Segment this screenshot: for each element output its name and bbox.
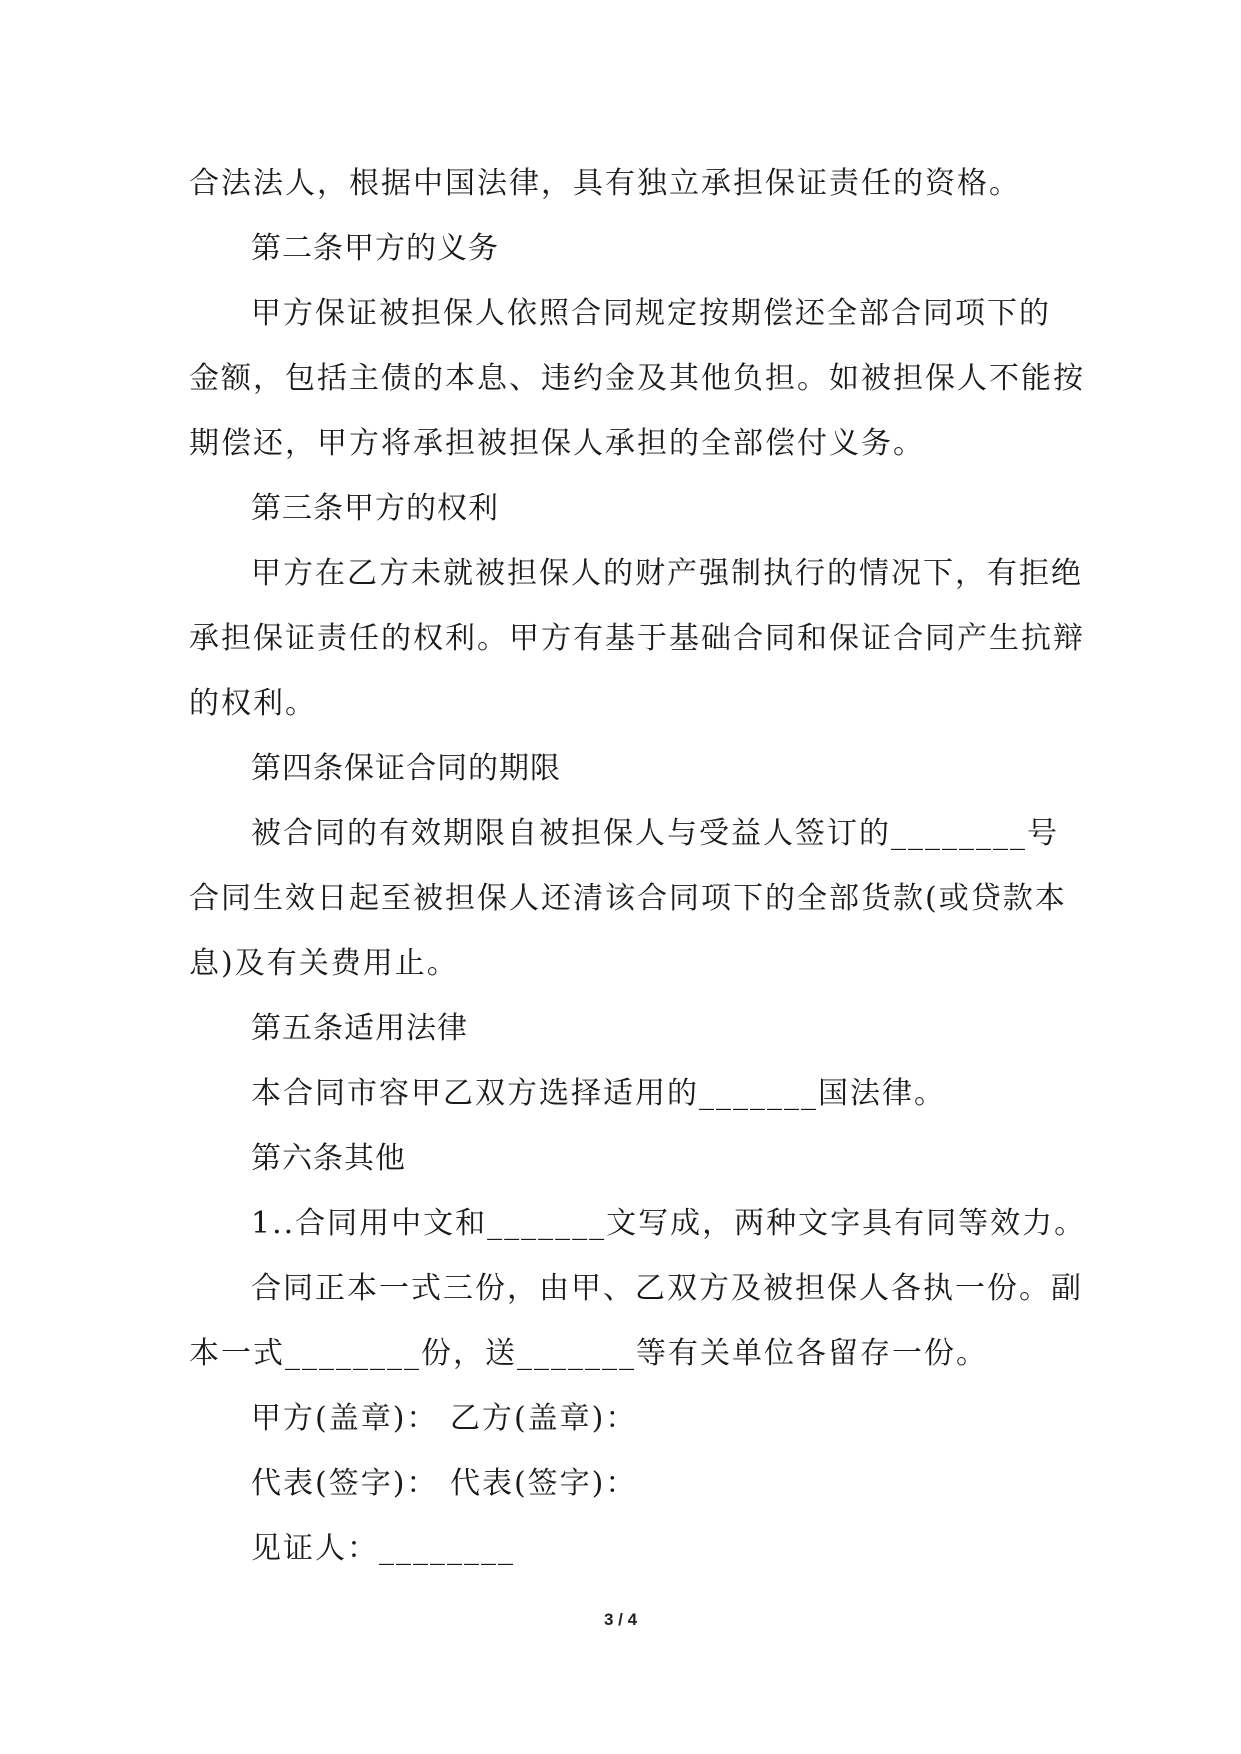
witness-line: 见证人：________ xyxy=(251,1531,515,1566)
article-4-paragraph-line: 合同生效日起至被担保人还清该合同项下的全部货款(或贷款本 xyxy=(189,881,1067,916)
article-2-paragraph-line: 甲方保证被担保人依照合同规定按期偿还全部合同项下的 xyxy=(251,296,1051,331)
article-3-paragraph-line: 承担保证责任的权利。甲方有基于基础合同和保证合同产生抗辩 xyxy=(189,621,1085,656)
article-2-paragraph-line: 期偿还，甲方将承担被担保人承担的全部偿付义务。 xyxy=(189,426,925,461)
signature-seal-line: 甲方(盖章)： 乙方(盖章)： xyxy=(251,1401,638,1436)
article-5-paragraph-line: 本合同市容甲乙双方选择适用的_______国法律。 xyxy=(251,1076,946,1111)
article-4-heading: 第四条保证合同的期限 xyxy=(251,751,561,786)
article-2-paragraph-line: 金额，包括主债的本息、违约金及其他负担。如被担保人不能按 xyxy=(189,361,1085,396)
article-3-heading: 第三条甲方的权利 xyxy=(251,491,499,526)
page-number: 3 / 4 xyxy=(603,1610,638,1629)
article-3-paragraph-line: 甲方在乙方未就被担保人的财产强制执行的情况下，有拒绝 xyxy=(251,556,1083,591)
article-4-paragraph-line: 息)及有关费用止。 xyxy=(189,946,459,981)
article-6-paragraph-line: 合同正本一式三份，由甲、乙双方及被担保人各执一份。副 xyxy=(251,1271,1083,1306)
text-line-continuation: 合法法人，根据中国法律，具有独立承担保证责任的资格。 xyxy=(189,166,1021,201)
article-4-paragraph-line: 被合同的有效期限自被担保人与受益人签订的________号 xyxy=(251,816,1059,851)
article-3-paragraph-line: 的权利。 xyxy=(189,686,317,721)
article-6-paragraph-line: 本一式________份，送_______等有关单位各留存一份。 xyxy=(189,1336,988,1371)
article-2-heading: 第二条甲方的义务 xyxy=(251,231,499,266)
article-6-heading: 第六条其他 xyxy=(251,1141,406,1176)
article-6-item-1: 1..合同用中文和_______文写成，两种文字具有同等效力。 xyxy=(251,1206,1087,1241)
contract-body xyxy=(189,151,1087,1581)
article-5-heading: 第五条适用法律 xyxy=(251,1011,468,1046)
signature-representative-line: 代表(签字)： 代表(签字)： xyxy=(251,1466,638,1501)
